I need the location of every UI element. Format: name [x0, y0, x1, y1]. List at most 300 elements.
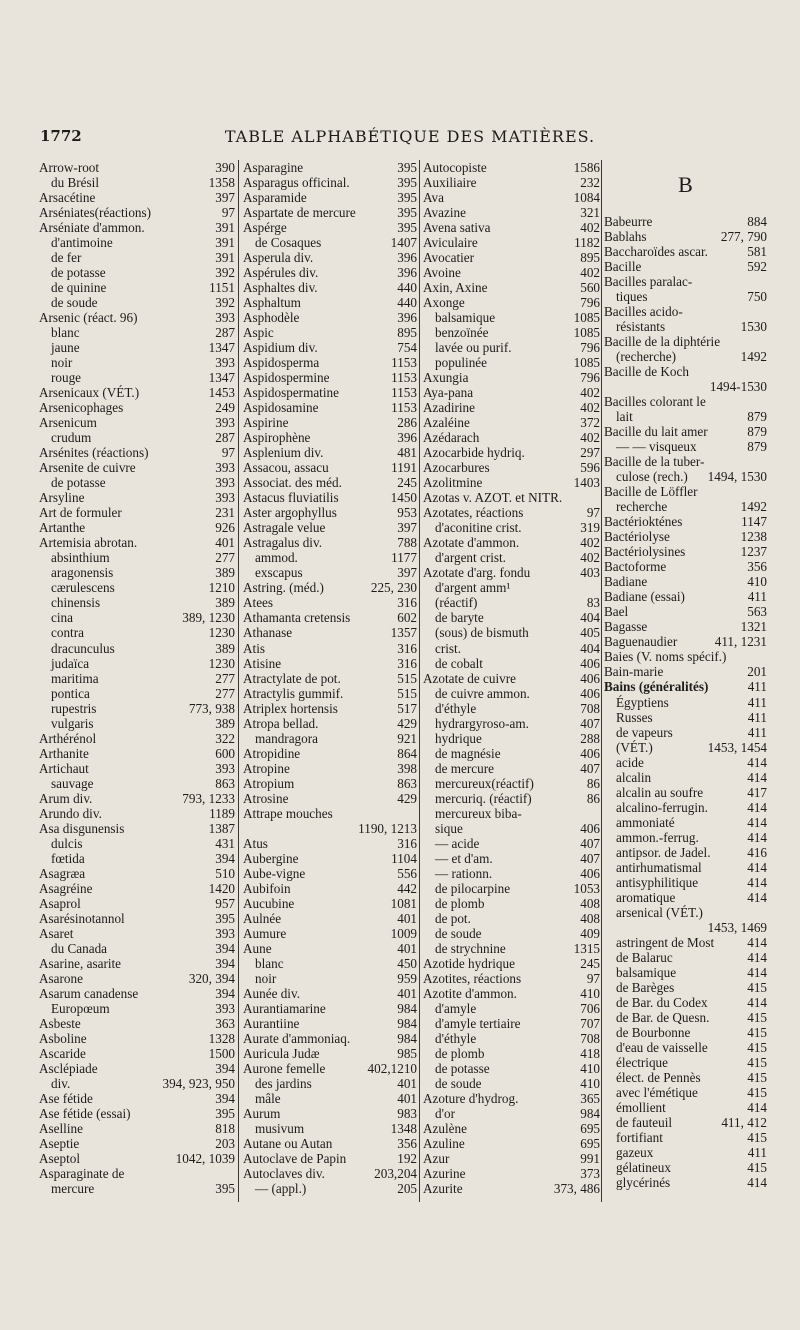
index-entry [243, 490, 417, 505]
index-entry [604, 619, 767, 634]
entry-term: de Barèges [616, 979, 675, 995]
index-entry [243, 1001, 417, 1016]
entry-term: dracunculus [51, 640, 115, 656]
index-entry [423, 490, 600, 505]
entry-term: avec l'émétique [616, 1084, 698, 1100]
entry-term: Asaret [39, 925, 74, 941]
entry-pages: 395 [397, 175, 417, 191]
entry-term: Asa disgunensis [39, 820, 125, 836]
entry-pages: 406 [580, 685, 600, 701]
entry-term: mercure [51, 1181, 95, 1197]
index-entry [243, 911, 417, 926]
entry-pages: 481 [397, 445, 417, 461]
index-entry [39, 686, 235, 701]
index-entry [243, 250, 417, 265]
entry-pages: 407 [580, 715, 600, 731]
entry-pages: 401 [397, 1075, 417, 1091]
entry-term: Baies (V. noms spécif.) [604, 649, 727, 665]
entry-term: Aulnée [243, 910, 282, 926]
index-entry [243, 641, 417, 656]
entry-pages: 414 [747, 769, 767, 785]
entry-term: antisyphilitique [616, 874, 699, 890]
index-entry [604, 574, 767, 589]
entry-pages: 414 [747, 859, 767, 875]
index-entry [243, 1106, 417, 1121]
entry-term: Asarine, asarite [39, 955, 122, 971]
entry-pages: 1190, 1213 [358, 820, 417, 836]
entry-pages: 708 [580, 1030, 600, 1046]
index-entry [243, 836, 417, 851]
entry-pages: 1348 [390, 1121, 417, 1136]
entry-term: blanc [51, 325, 80, 341]
entry-pages: 750 [747, 289, 767, 305]
entry-term: glycérinés [616, 1175, 671, 1190]
entry-pages: 695 [580, 1121, 600, 1136]
entry-pages: 205 [397, 1181, 417, 1197]
index-entry [604, 394, 767, 409]
index-entry [39, 731, 235, 746]
entry-pages: 415 [747, 1024, 767, 1040]
entry-term: Atus [243, 835, 268, 851]
index-entry [604, 755, 767, 770]
index-entry [243, 265, 417, 280]
page-header [40, 127, 780, 151]
entry-pages: 1153 [391, 385, 417, 401]
entry-pages: 592 [747, 259, 767, 275]
index-entry [604, 845, 767, 860]
index-entry [423, 445, 600, 460]
index-entry [39, 355, 235, 370]
index-entry [243, 1016, 417, 1031]
entry-term: Aspic [243, 325, 274, 341]
entry-pages: 363 [215, 1015, 235, 1031]
entry-term: Arsacétine [39, 190, 96, 206]
section-letter: B [678, 172, 693, 197]
index-entry [243, 205, 417, 220]
entry-term: Baguenaudier [604, 634, 678, 650]
entry-term: Associat. des méd. [243, 475, 342, 491]
index-entry [39, 235, 235, 250]
entry-term [604, 920, 705, 935]
entry-pages: 1084 [573, 190, 600, 206]
index-entry [423, 250, 600, 265]
index-entry [39, 716, 235, 731]
entry-pages: 402 [580, 400, 600, 416]
index-entry [39, 941, 235, 956]
entry-pages: 414 [747, 799, 767, 815]
entry-pages: 600 [215, 745, 235, 761]
entry-pages: 510 [215, 865, 235, 881]
entry-pages: 1182 [574, 235, 600, 251]
entry-term: crist. [435, 640, 462, 656]
entry-pages: 316 [397, 655, 417, 671]
entry-pages: 402 [580, 430, 600, 446]
entry-term: Aune [243, 940, 272, 956]
entry-term: Ascaride [39, 1045, 86, 1061]
index-entry [604, 289, 767, 304]
entry-term: hydrique [435, 730, 482, 746]
entry-pages [764, 454, 767, 469]
entry-term: Art de formuler [39, 505, 122, 521]
index-entry [604, 710, 767, 725]
index-entry [243, 941, 417, 956]
entry-term: Aucubine [243, 895, 295, 911]
entry-term: Asphaltum [243, 295, 301, 311]
entry-term: (VÉT.) [616, 739, 653, 755]
index-entry [423, 1181, 600, 1196]
entry-pages: 414 [747, 829, 767, 845]
index-entry [604, 409, 767, 424]
index-entry [243, 535, 417, 550]
entry-term: blanc [255, 955, 284, 971]
entry-pages: 395 [215, 910, 235, 926]
entry-term: div. [51, 1075, 71, 1091]
entry-term: Azoture d'hydrog. [423, 1090, 519, 1106]
entry-pages: 414 [747, 874, 767, 890]
index-entry [243, 385, 417, 400]
entry-term: Aster argophyllus [243, 505, 337, 521]
entry-pages: 249 [215, 400, 235, 416]
entry-term: Bains (généralités) [604, 679, 709, 695]
index-entry [423, 520, 600, 535]
index-entry [423, 671, 600, 686]
entry-pages: 401 [397, 940, 417, 956]
index-entry [604, 815, 767, 830]
entry-pages: 1147 [741, 514, 767, 530]
index-entry [423, 641, 600, 656]
entry-pages: 397 [215, 190, 235, 206]
entry-pages: 405 [580, 625, 600, 641]
entry-term: de potasse [435, 1060, 490, 1076]
index-entry [604, 214, 767, 229]
entry-term: Aubifoin [243, 880, 291, 896]
entry-pages: 1403 [573, 475, 600, 491]
entry-pages: 602 [397, 610, 417, 626]
entry-pages: 773, 938 [188, 700, 235, 716]
index-entry [423, 1121, 600, 1136]
entry-pages: 391 [215, 250, 235, 266]
entry-pages: 879 [747, 424, 767, 440]
entry-term: hydrargyroso-am. [435, 715, 529, 731]
index-entry [423, 610, 600, 625]
entry-term: Aviculaire [423, 235, 478, 251]
entry-pages: 393 [215, 925, 235, 941]
entry-pages: 86 [586, 790, 600, 806]
entry-term: d'amyle tertiaire [435, 1015, 521, 1031]
index-entry [243, 400, 417, 415]
index-entry [243, 746, 417, 761]
entry-term: de mercure [435, 760, 494, 776]
index-entry [423, 1166, 600, 1181]
entry-pages: 788 [397, 535, 417, 551]
index-entry [243, 430, 417, 445]
index-entry [39, 250, 235, 265]
entry-term: musivum [255, 1121, 305, 1136]
index-entry [243, 220, 417, 235]
index-entry [243, 595, 417, 610]
index-entry [39, 1106, 235, 1121]
entry-pages: 895 [397, 325, 417, 341]
entry-pages: 415 [747, 1129, 767, 1145]
index-entry [604, 980, 767, 995]
entry-pages: 1189 [209, 805, 235, 821]
entry-pages: 394 [215, 985, 235, 1001]
entry-pages: 985 [397, 1045, 417, 1061]
index-entry [243, 550, 417, 565]
index-entry [604, 830, 767, 845]
index-entry [423, 1091, 600, 1106]
entry-term: recherche [616, 499, 668, 515]
entry-term: Atractylis gummif. [243, 685, 344, 701]
entry-term: Bacille [604, 259, 642, 275]
entry-pages: 394 [215, 955, 235, 971]
index-entry [39, 295, 235, 310]
entry-pages: 1494, 1530 [707, 469, 767, 485]
entry-term: Avena sativa [423, 220, 491, 236]
index-entry [423, 235, 600, 250]
entry-pages: 581 [747, 244, 767, 260]
index-entry [604, 875, 767, 890]
index-entry [604, 1040, 767, 1055]
entry-term: Azédarach [423, 430, 480, 446]
entry-term: Bacille du lait amer [604, 424, 708, 440]
entry-pages: 1530 [740, 319, 767, 335]
entry-pages: 1494-1530 [709, 379, 767, 395]
column-divider [238, 160, 239, 1202]
entry-pages: 1492 [740, 499, 767, 515]
entry-term: Bactoforme [604, 559, 667, 575]
entry-term: maritima [51, 670, 99, 686]
entry-term: alcalino-ferrugin. [616, 799, 708, 815]
entry-term: Azocarbide hydriq. [423, 445, 525, 461]
entry-pages: 396 [397, 250, 417, 266]
entry-term: Bactériokténes [604, 514, 683, 530]
index-entry [423, 776, 600, 791]
entry-pages: 97 [586, 505, 600, 521]
index-entry [39, 475, 235, 490]
entry-pages [764, 394, 767, 409]
index-entry [423, 190, 600, 205]
entry-term: (réactif) [435, 595, 478, 611]
entry-term: Azotate de cuivre [423, 670, 516, 686]
entry-pages: 1315 [573, 940, 600, 956]
entry-pages [232, 1166, 235, 1181]
entry-term: gazeux [616, 1144, 654, 1160]
index-entry [39, 175, 235, 190]
entry-pages: 1450 [390, 490, 417, 506]
entry-pages: 389, 1230 [182, 610, 235, 626]
entry-term: ammon.-ferrug. [616, 829, 699, 845]
entry-term: d'argent crist. [435, 550, 506, 566]
entry-term: Russes [616, 709, 653, 725]
index-entry [243, 1076, 417, 1091]
entry-pages: 442 [397, 880, 417, 896]
entry-term: Assacou, assacu [243, 460, 329, 476]
entry-term: Arsenicophages [39, 400, 124, 416]
index-entry [243, 881, 417, 896]
entry-term: Asagræa [39, 865, 86, 881]
entry-pages: 1151 [209, 280, 235, 296]
entry-term: pontica [51, 685, 90, 701]
index-entry [39, 430, 235, 445]
index-entry [243, 1046, 417, 1061]
index-entry [243, 310, 417, 325]
entry-pages: 1387 [208, 820, 235, 836]
index-entry [39, 1016, 235, 1031]
entry-pages: 1238 [740, 529, 767, 545]
entry-term: Arsénites (réactions) [39, 445, 149, 461]
entry-pages: 203 [215, 1136, 235, 1152]
entry-term: de Bar. du Codex [616, 994, 708, 1010]
entry-term: de pilocarpine [435, 880, 511, 896]
index-entry [604, 499, 767, 514]
entry-pages: 864 [397, 745, 417, 761]
entry-term: rouge [51, 370, 82, 386]
entry-pages: 201 [747, 664, 767, 680]
entry-term: Bactériolysines [604, 544, 686, 560]
index-entry [604, 920, 767, 935]
index-entry [243, 1181, 417, 1196]
index-entry [423, 761, 600, 776]
entry-pages: 921 [397, 730, 417, 746]
entry-pages: 395 [215, 1105, 235, 1121]
entry-term: Azocarbures [423, 460, 490, 476]
index-entry [423, 911, 600, 926]
entry-pages: 316 [397, 835, 417, 851]
index-entry [423, 370, 600, 385]
index-entry [39, 1001, 235, 1016]
index-entry [604, 259, 767, 274]
entry-term: de cobalt [435, 655, 483, 671]
index-entry [39, 896, 235, 911]
entry-term: Autane ou Autan [243, 1136, 333, 1152]
index-entry [423, 701, 600, 716]
entry-term: de fer [51, 250, 82, 266]
index-entry [243, 460, 417, 475]
index-entry [423, 295, 600, 310]
entry-pages: 394, 923, 950 [162, 1075, 235, 1091]
entry-term: d'antimoine [51, 235, 113, 251]
index-entry [423, 325, 600, 340]
entry-pages: 390 [215, 160, 235, 175]
entry-pages: 707 [580, 1015, 600, 1031]
index-entry [243, 1091, 417, 1106]
entry-pages [764, 484, 767, 499]
index-entry [39, 746, 235, 761]
entry-pages [764, 905, 767, 920]
index-entry [604, 379, 767, 394]
entry-pages: 288 [580, 730, 600, 746]
entry-pages: 1191 [391, 460, 417, 476]
entry-pages: 86 [586, 775, 600, 791]
page-title: TABLE ALPHABÉTIQUE DES MATIÈRES. [224, 127, 596, 146]
entry-pages: 411 [747, 709, 767, 725]
index-entry [604, 1175, 767, 1190]
entry-term: Azotates, réactions [423, 505, 524, 521]
entry-term: Azolitmine [423, 475, 483, 491]
entry-pages: 389 [215, 715, 235, 731]
index-entry [39, 806, 235, 821]
entry-pages: 320, 394 [188, 970, 235, 986]
index-entry [243, 610, 417, 625]
entry-term: Aunée div. [243, 985, 301, 1001]
index-entry [423, 220, 600, 235]
entry-term: rupestris [51, 700, 97, 716]
entry-term: Azuline [423, 1136, 465, 1152]
entry-pages: 411 [747, 679, 767, 695]
index-entry [243, 716, 417, 731]
index-entry [604, 229, 767, 244]
entry-term: Atropium [243, 775, 295, 791]
entry-pages: 316 [397, 595, 417, 611]
index-entry [39, 265, 235, 280]
index-entry [423, 340, 600, 355]
entry-term: Atropidine [243, 745, 301, 761]
index-entry [423, 656, 600, 671]
entry-pages: 895 [580, 250, 600, 266]
entry-term: de potasse [51, 265, 106, 281]
entry-term: d'eau de vaisselle [616, 1039, 708, 1055]
entry-pages: 953 [397, 505, 417, 521]
entry-term: Asarésinotannol [39, 910, 125, 926]
entry-term: Astring. (méd.) [243, 580, 324, 596]
entry-term: culose (rech.) [616, 469, 688, 485]
index-entry [243, 971, 417, 986]
entry-pages: 418 [580, 1045, 600, 1061]
index-entry [604, 860, 767, 875]
index-entry [243, 701, 417, 716]
index-entry [39, 625, 235, 640]
index-entry [423, 1136, 600, 1151]
index-entry [604, 544, 767, 559]
entry-term: Asperula div. [243, 250, 314, 266]
entry-term: d'argent amm¹ [435, 580, 511, 596]
index-entry [39, 160, 235, 175]
index-entry [39, 791, 235, 806]
entry-pages: 97 [221, 445, 235, 461]
entry-term: Arthanite [39, 745, 89, 761]
entry-pages: 231 [215, 505, 235, 521]
entry-pages: 398 [397, 760, 417, 776]
index-entry [604, 725, 767, 740]
entry-pages: 406 [580, 865, 600, 881]
entry-term: populinée [435, 355, 488, 371]
entry-term: benzoïnée [435, 325, 489, 341]
entry-pages: 556 [397, 865, 417, 881]
entry-pages: 402 [580, 550, 600, 566]
entry-pages: 415 [747, 1084, 767, 1100]
entry-term: de strychnine [435, 940, 506, 956]
entry-term: Axin, Axine [423, 280, 488, 296]
entry-term: Atees [243, 595, 274, 611]
index-column-2 [243, 160, 417, 1196]
entry-term: Autocopiste [423, 160, 487, 175]
entry-term: Aspidosamine [243, 400, 319, 416]
index-entry [604, 439, 767, 454]
entry-term: crudum [51, 430, 92, 446]
entry-term: ammoniaté [616, 814, 675, 830]
entry-term: Axonge [423, 295, 465, 311]
index-entry [604, 469, 767, 484]
index-entry [39, 1136, 235, 1151]
entry-pages: 407 [580, 850, 600, 866]
entry-term: du Canada [51, 940, 108, 956]
entry-pages: 1407 [390, 235, 417, 251]
entry-pages: 356 [397, 1136, 417, 1152]
index-entry [243, 821, 417, 836]
entry-pages: 395 [397, 160, 417, 175]
entry-term: Azotide hydrique [423, 955, 515, 971]
